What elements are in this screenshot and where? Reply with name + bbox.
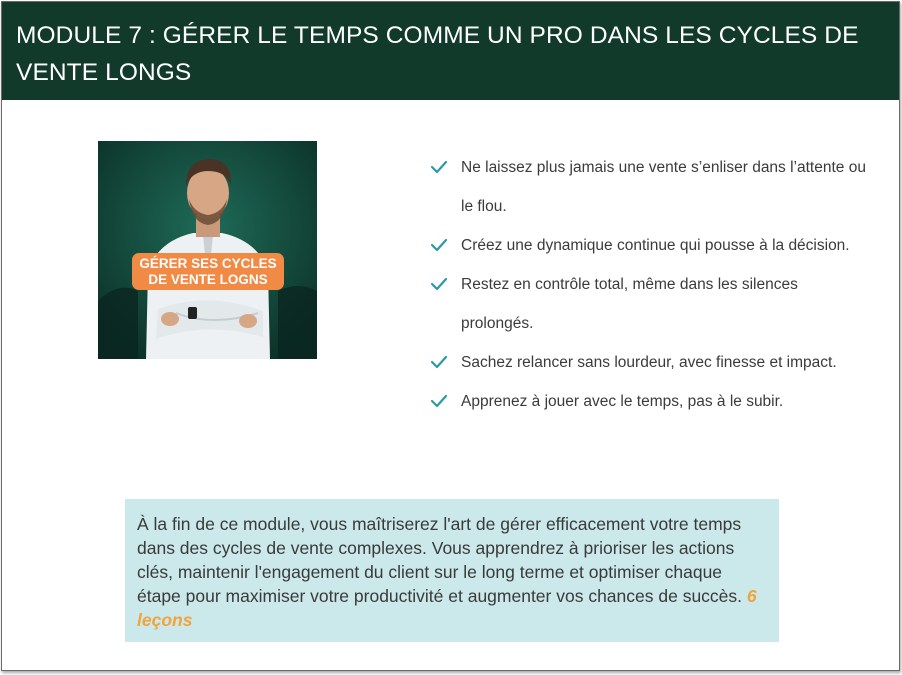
benefit-item <box>430 226 870 265</box>
benefits-list <box>430 148 870 421</box>
thumbnail-image <box>98 141 317 359</box>
benefit-text: Sachez relancer sans lourdeur, avec finesse et impact. <box>461 354 837 371</box>
benefit-item <box>430 265 870 343</box>
check-icon <box>430 277 448 291</box>
benefit-text: Restez en contrôle total, même dans les silences prolongés. <box>461 276 798 332</box>
benefit-item <box>430 382 870 421</box>
module-card <box>1 1 900 671</box>
check-icon <box>430 238 448 252</box>
module-header <box>2 2 899 100</box>
lesson-count: 6 leçons <box>137 586 757 630</box>
check-icon <box>430 394 448 408</box>
module-summary <box>125 499 779 642</box>
benefit-text: Ne laissez plus jamais une vente s’enliser dans l’attente ou le flou. <box>461 159 866 215</box>
check-icon <box>430 160 448 174</box>
check-icon <box>430 355 448 369</box>
banner-line2: DE VENTE LOGNS <box>148 272 268 287</box>
benefit-item <box>430 343 870 382</box>
module-thumbnail <box>98 141 317 359</box>
module-title: MODULE 7 : GÉRER LE TEMPS COMME UN PRO DANS LES CYCLES DE VENTE LONGS <box>16 22 859 86</box>
banner-line1: GÉRER SES CYCLES <box>139 256 277 271</box>
benefit-item <box>430 148 870 226</box>
summary-text: À la fin de ce module, vous maîtriserez l'art de gérer efficacement votre temps dans des cycles de vente complexes. Vous apprendrez à prioriser les actions clés, maintenir l'engagement du client sur le long terme et optimiser chaque étape pour maximiser votre productivité et augmenter vos chances de succès. <box>137 514 743 606</box>
benefit-text: Créez une dynamique continue qui pousse à la décision. <box>461 237 850 254</box>
benefit-text: Apprenez à jouer avec le temps, pas à le subir. <box>461 393 784 410</box>
